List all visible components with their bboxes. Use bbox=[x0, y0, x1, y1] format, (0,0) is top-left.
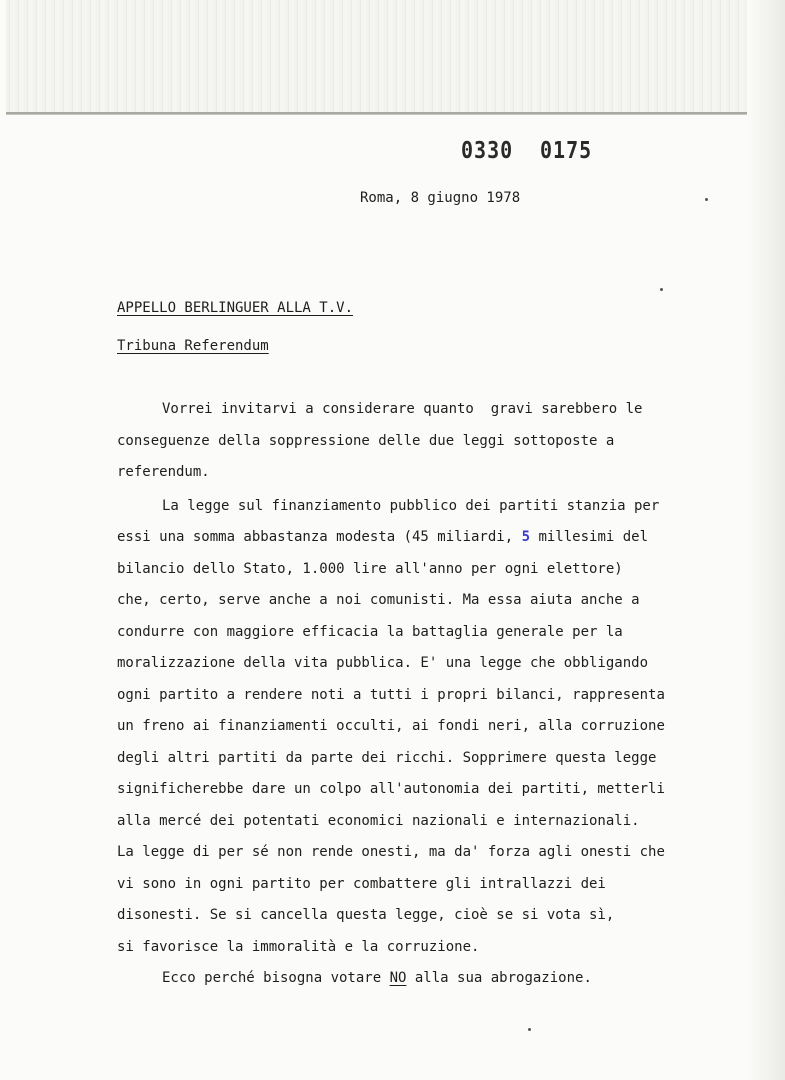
text-line: La legge di per sé non rende onesti, ma da' forza agli onesti che bbox=[117, 844, 665, 860]
scan-speck bbox=[528, 1028, 531, 1031]
text-line: bilancio dello Stato, 1.000 lire all'anno per ogni elettore) bbox=[117, 560, 623, 577]
text-line: disonesti. Se si cancella questa legge, cioè se si vota sì, bbox=[117, 907, 615, 923]
document-title: APPELLO BERLINGUER ALLA T.V. bbox=[117, 300, 354, 316]
text-line: significherebbe dare un colpo all'autonomia dei partiti, metterli bbox=[117, 781, 665, 797]
emphasis-no: NO bbox=[389, 970, 407, 986]
text-line: ogni partito a rendere noti a tutti i propri bilanci, rappresenta bbox=[117, 686, 665, 703]
letter-body bbox=[117, 398, 737, 999]
text-line: moralizzazione della vita pubblica. E' una legge che obbligando bbox=[117, 655, 649, 671]
text-line: essi una somma abbastanza modesta (45 miliardi, 5 millesimi del bbox=[117, 529, 649, 545]
scan-speck bbox=[660, 288, 663, 291]
photocopy-header-strip bbox=[6, 0, 751, 115]
scan-speck bbox=[705, 198, 708, 201]
text-line: condurre con maggiore efficacia la battaglia generale per la bbox=[117, 623, 623, 640]
text-line: referendum. bbox=[117, 464, 210, 480]
text-line: alla mercé dei potentati economici nazionali e internazionali. bbox=[117, 812, 640, 829]
text-line: degli altri partiti da parte dei ricchi. Sopprimere questa legge bbox=[117, 749, 657, 766]
text-line: un freno ai finanziamenti occulti, ai fondi neri, alla corruzione bbox=[117, 718, 665, 734]
text-line: Vorrei invitarvi a considerare quanto gravi sarebbero le bbox=[162, 401, 643, 417]
document-subtitle: Tribuna Referendum bbox=[117, 338, 269, 354]
text-line: che, certo, serve anche a noi comunisti. Ma essa aiuta anche a bbox=[117, 592, 640, 608]
handwritten-correction: 5 bbox=[521, 529, 531, 545]
text-line: si favorisce la immoralità e la corruzione. bbox=[117, 938, 480, 955]
archive-number-a: 0330 bbox=[461, 136, 514, 164]
archive-number-b: 0175 bbox=[540, 136, 593, 164]
text-line: conseguenze della soppressione delle due leggi sottoposte a bbox=[117, 432, 615, 449]
text-line: vi sono in ogni partito per combattere gli intrallazzi dei bbox=[117, 875, 606, 892]
header-rule bbox=[6, 112, 751, 114]
dateline: Roma, 8 giugno 1978 bbox=[360, 190, 521, 206]
text-line: La legge sul finanziamento pubblico dei partiti stanzia per bbox=[162, 497, 660, 514]
closing-line: Ecco perché bisogna votare NO alla sua abrogazione. bbox=[162, 970, 592, 986]
page-edge-shadow bbox=[747, 0, 785, 1080]
